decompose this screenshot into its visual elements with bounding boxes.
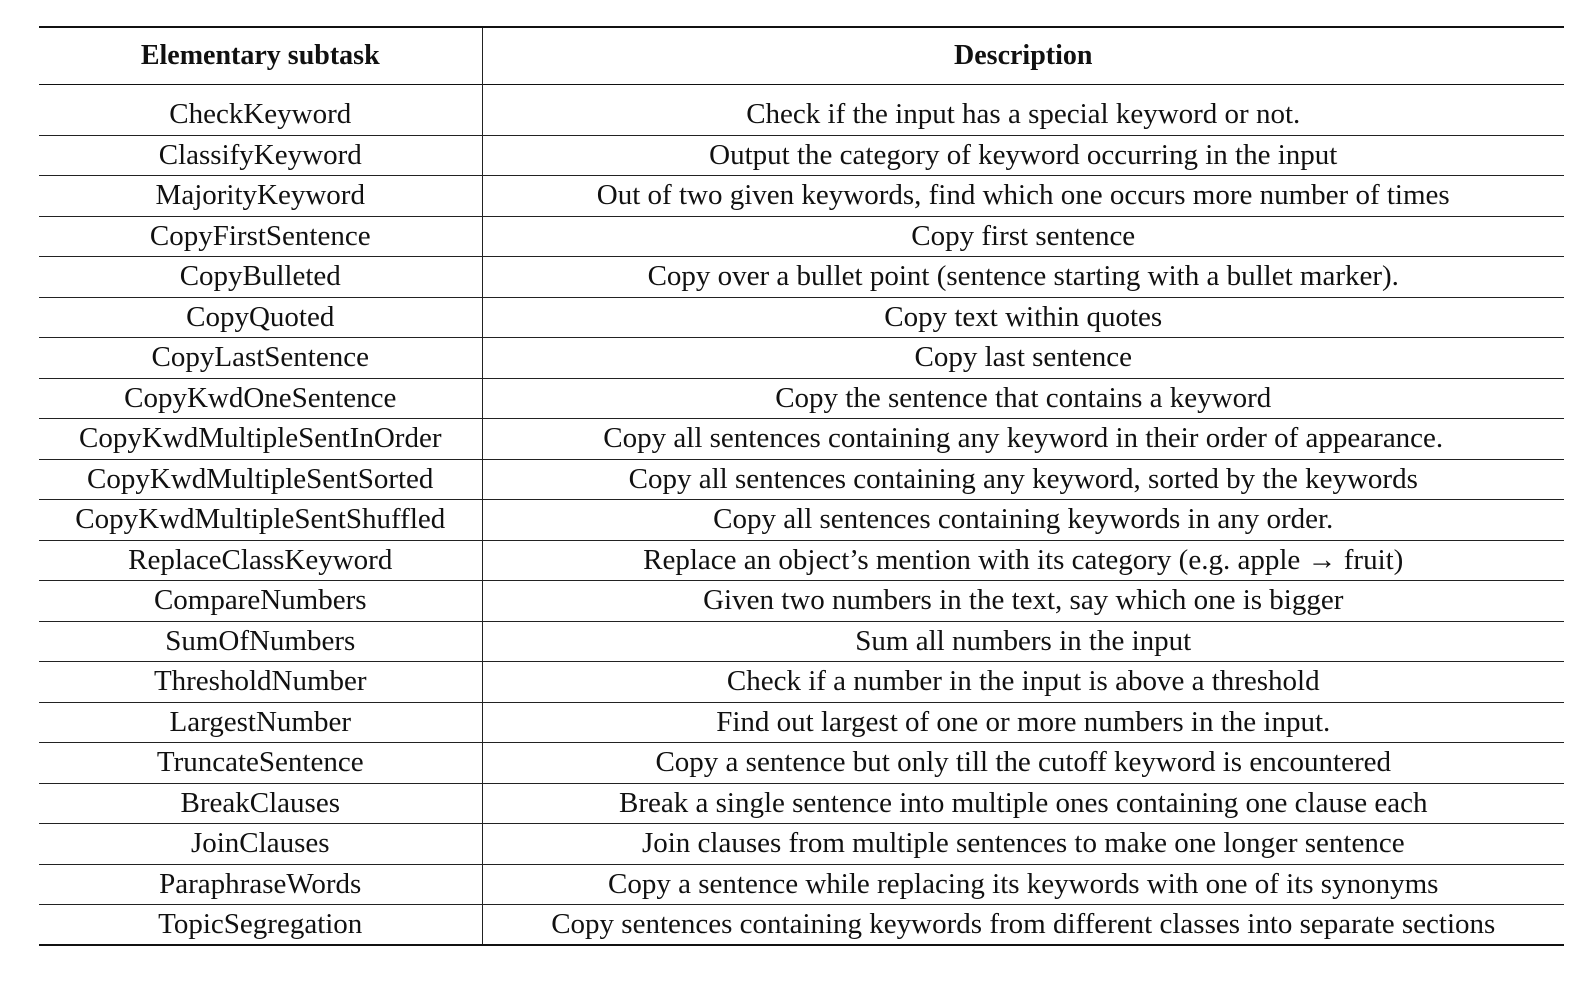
- cell-description: Out of two given keywords, find which one occurs more number of times: [482, 176, 1564, 217]
- table-row: [39, 500, 1564, 541]
- table-row: [39, 338, 1564, 379]
- cell-subtask: LargestNumber: [39, 702, 482, 743]
- cell-subtask: ReplaceClassKeyword: [39, 540, 482, 581]
- cell-subtask: JoinClauses: [39, 824, 482, 865]
- header-row: [39, 27, 1564, 84]
- cell-subtask: CopyLastSentence: [39, 338, 482, 379]
- cell-description: Find out largest of one or more numbers in the input.: [482, 702, 1564, 743]
- table-row: [39, 864, 1564, 905]
- cell-subtask: CopyQuoted: [39, 297, 482, 338]
- cell-subtask: ClassifyKeyword: [39, 135, 482, 176]
- table-row: [39, 135, 1564, 176]
- table-body: [39, 84, 1564, 945]
- cell-subtask: CopyFirstSentence: [39, 216, 482, 257]
- cell-description: Copy all sentences containing any keyword, sorted by the keywords: [482, 459, 1564, 500]
- table-header: [39, 27, 1564, 84]
- table-row: [39, 702, 1564, 743]
- cell-description: Copy all sentences containing any keyword in their order of appearance.: [482, 419, 1564, 460]
- table-row: [39, 297, 1564, 338]
- table-row: [39, 257, 1564, 298]
- cell-description: Copy a sentence but only till the cutoff keyword is encountered: [482, 743, 1564, 784]
- subtask-table: [39, 26, 1564, 946]
- cell-description: Check if a number in the input is above a threshold: [482, 662, 1564, 703]
- cell-description: Join clauses from multiple sentences to make one longer sentence: [482, 824, 1564, 865]
- table-row: [39, 540, 1564, 581]
- cell-subtask: SumOfNumbers: [39, 621, 482, 662]
- table-row: [39, 419, 1564, 460]
- cell-description: Replace an object’s mention with its category (e.g. apple → fruit): [482, 540, 1564, 581]
- cell-subtask: TopicSegregation: [39, 905, 482, 946]
- table-row: [39, 216, 1564, 257]
- table-row: [39, 905, 1564, 946]
- subtask-table-container: [39, 26, 1564, 946]
- table-row: [39, 176, 1564, 217]
- cell-subtask: ParaphraseWords: [39, 864, 482, 905]
- cell-description: Copy a sentence while replacing its keywords with one of its synonyms: [482, 864, 1564, 905]
- cell-subtask: MajorityKeyword: [39, 176, 482, 217]
- cell-description: Output the category of keyword occurring in the input: [482, 135, 1564, 176]
- table-row: [39, 95, 1564, 136]
- table-row: [39, 662, 1564, 703]
- table-row: [39, 459, 1564, 500]
- cell-subtask: CopyKwdMultipleSentSorted: [39, 459, 482, 500]
- cell-subtask: ThresholdNumber: [39, 662, 482, 703]
- header-subtask: Elementary subtask: [39, 27, 482, 84]
- cell-subtask: TruncateSentence: [39, 743, 482, 784]
- header-spacer: [39, 84, 1564, 95]
- cell-description: Copy first sentence: [482, 216, 1564, 257]
- cell-description: Break a single sentence into multiple ones containing one clause each: [482, 783, 1564, 824]
- cell-description: Check if the input has a special keyword or not.: [482, 95, 1564, 136]
- cell-subtask: CopyKwdMultipleSentShuffled: [39, 500, 482, 541]
- cell-subtask: CopyKwdMultipleSentInOrder: [39, 419, 482, 460]
- cell-description: Copy sentences containing keywords from different classes into separate sections: [482, 905, 1564, 946]
- cell-subtask: CheckKeyword: [39, 95, 482, 136]
- cell-subtask: CompareNumbers: [39, 581, 482, 622]
- cell-subtask: CopyKwdOneSentence: [39, 378, 482, 419]
- header-description: Description: [954, 39, 1093, 71]
- table-row: [39, 743, 1564, 784]
- cell-subtask: CopyBulleted: [39, 257, 482, 298]
- cell-description: Copy all sentences containing keywords in any order.: [482, 500, 1564, 541]
- cell-description: Copy last sentence: [482, 338, 1564, 379]
- table-row: [39, 378, 1564, 419]
- table-row: [39, 581, 1564, 622]
- cell-description: Copy the sentence that contains a keyword: [482, 378, 1564, 419]
- table-row: [39, 621, 1564, 662]
- cell-description: Copy over a bullet point (sentence starting with a bullet marker).: [482, 257, 1564, 298]
- cell-description: Given two numbers in the text, say which one is bigger: [482, 581, 1564, 622]
- table-row: [39, 783, 1564, 824]
- cell-description: Sum all numbers in the input: [482, 621, 1564, 662]
- cell-description: Copy text within quotes: [482, 297, 1564, 338]
- cell-subtask: BreakClauses: [39, 783, 482, 824]
- table-row: [39, 824, 1564, 865]
